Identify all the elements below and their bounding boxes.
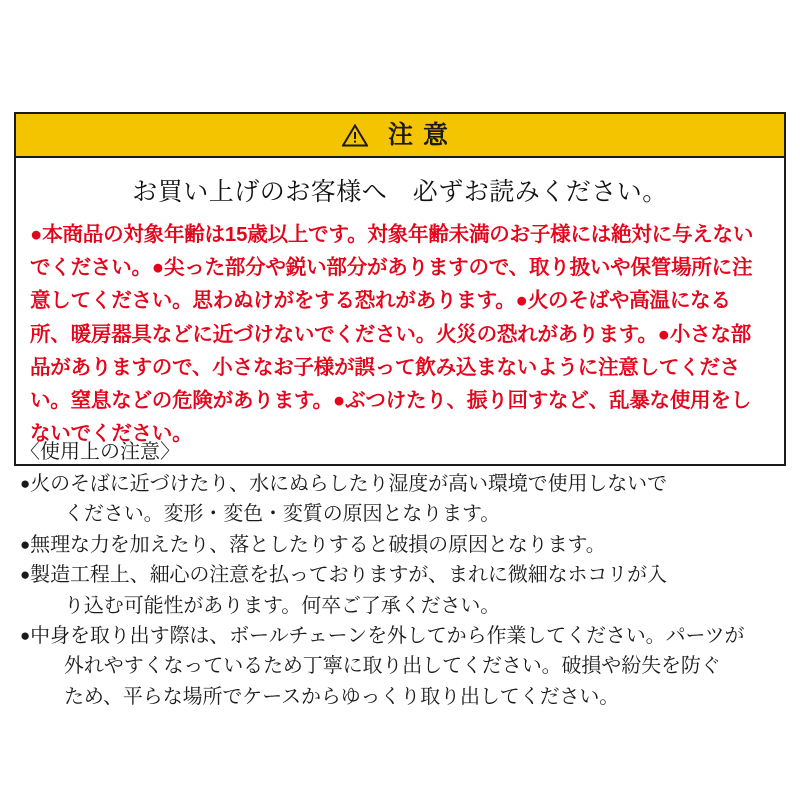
warning-header-label: 注意 bbox=[387, 120, 458, 149]
usage-notes-title: 〈使用上の注意〉 bbox=[20, 441, 180, 463]
warning-body-text: ●本商品の対象年齢は15歳以上です。対象年齢未満のお子様には絶対に与えないでください。●尖った部分や鋭い部分がありますので、取り扱いや保管場所に注意してください。思わぬけがをする恐れがあります。●火のそばや高温になる所、暖房器具などに近づけないでください。火災の恐れがあります。●小さな部品がありますので、小さなお子様が誤って飲み込まないように注意してください。窒息などの危険があります。●ぶつけたり、振り回すなど、乱暴な使用をしないでください。 bbox=[30, 223, 754, 446]
list-item-line: り込む可能性があります。何卒ご了承ください。 bbox=[64, 594, 501, 617]
list-bullet: ● bbox=[20, 534, 31, 554]
list-item bbox=[20, 560, 782, 621]
warning-subtitle: お買い上げのお客様へ 必ずお読みください。 bbox=[132, 178, 668, 206]
warning-triangle-icon bbox=[342, 124, 368, 147]
warning-box bbox=[14, 112, 786, 466]
list-item-line: 製造工程上、細心の注意を払っておりますが、まれに微細なホコリが入 bbox=[30, 564, 667, 587]
list-bullet: ● bbox=[20, 474, 31, 493]
usage-notes-section bbox=[20, 437, 782, 712]
list-item bbox=[20, 621, 782, 712]
list-bullet: ● bbox=[20, 625, 31, 645]
list-item-line: ため、平らな場所でケースからゆっくり取り出してください。 bbox=[64, 685, 620, 708]
list-item-line: ください。変形・変色・変質の原因となります。 bbox=[64, 503, 501, 526]
list-item-line: 中身を取り出す際は、ボールチェーンを外してから作業してください。パーツが bbox=[30, 624, 745, 647]
usage-notes-list bbox=[20, 469, 782, 712]
list-item bbox=[20, 530, 782, 560]
warning-header bbox=[16, 114, 784, 158]
list-bullet: ● bbox=[20, 565, 31, 585]
list-item-line: 無理な力を加えたり、落としたりすると破損の原因となります。 bbox=[30, 533, 606, 556]
list-item-line: 火のそばに近づけたり、水にぬらしたり湿度が高い環境で使用しないで bbox=[30, 473, 667, 495]
list-item-line: 外れやすくなっているため丁寧に取り出してください。破損や紛失を防ぐ bbox=[64, 655, 721, 678]
list-item bbox=[20, 469, 782, 530]
